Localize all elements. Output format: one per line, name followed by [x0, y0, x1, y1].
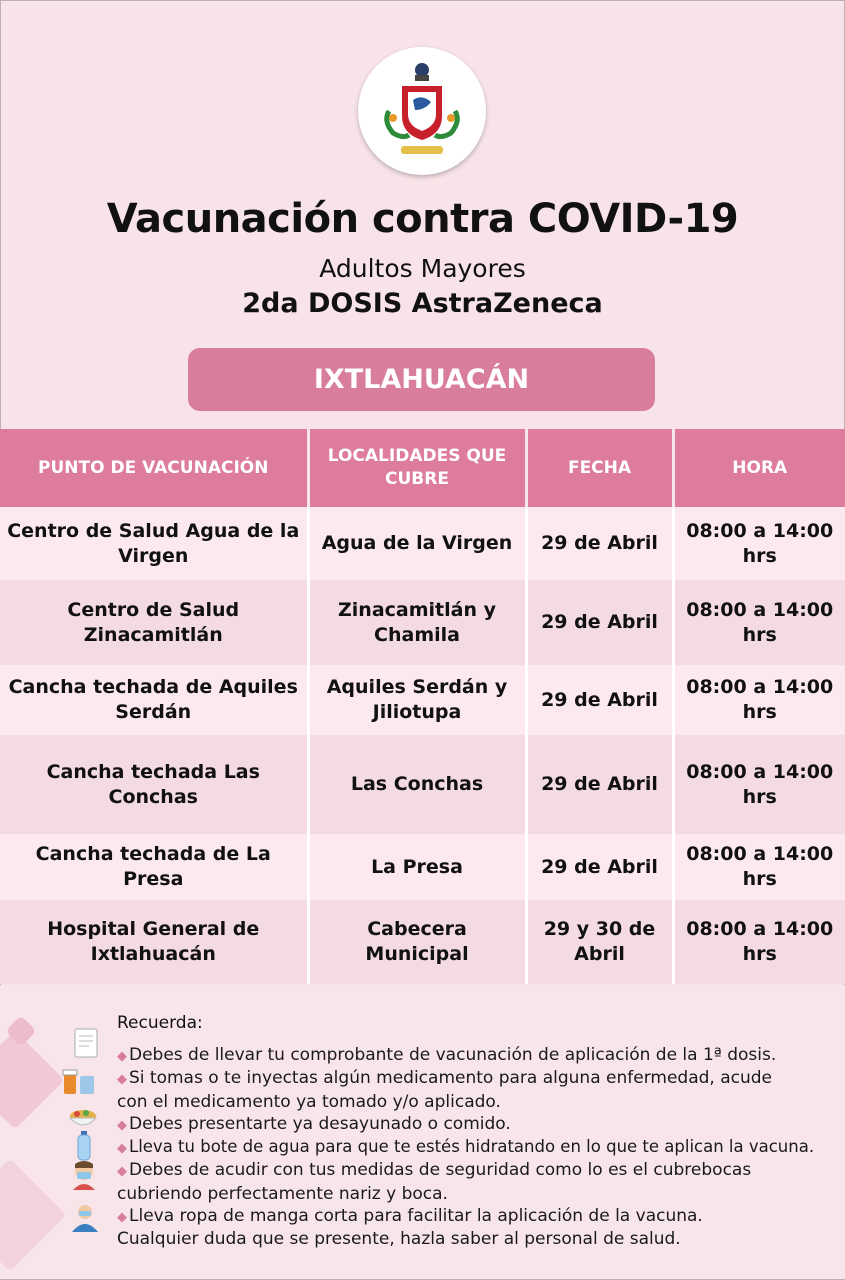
reminder-item: ◆ Debes presentarte ya desayunado o comido. — [117, 1114, 511, 1134]
cell-punto: Cancha techada Las Conchas — [0, 735, 308, 834]
cell-localidades: Zinacamitlán y Chamila — [308, 580, 526, 665]
header-punto: PUNTO DE VACUNACIÓN — [0, 429, 308, 507]
table-row — [0, 834, 845, 900]
table-row — [0, 665, 845, 735]
table-row — [0, 507, 845, 580]
diamond-bullet-icon: ◆ — [117, 1118, 127, 1133]
cell-hora: 08:00 a 14:00 hrs — [673, 900, 845, 984]
cell-fecha: 29 de Abril — [526, 735, 673, 834]
diamond-bullet-icon: ◆ — [117, 1072, 127, 1087]
cell-hora: 08:00 a 14:00 hrs — [673, 665, 845, 735]
cell-localidades: Cabecera Municipal — [308, 900, 526, 984]
header-fecha: FECHA — [526, 429, 673, 507]
diamond-bullet-icon: ◆ — [117, 1049, 127, 1064]
table-row — [0, 735, 845, 834]
short-sleeve-person-icon — [70, 1204, 100, 1236]
cell-hora: 08:00 a 14:00 hrs — [673, 834, 845, 900]
cell-localidades: Aquiles Serdán y Jiliotupa — [308, 665, 526, 735]
cell-punto: Centro de Salud Agua de la Virgen — [0, 507, 308, 580]
table-header-row — [0, 429, 845, 507]
cell-punto: Cancha techada de La Presa — [0, 834, 308, 900]
face-mask-person-icon — [70, 1160, 98, 1194]
cell-fecha: 29 y 30 de Abril — [526, 900, 673, 984]
header-hora: HORA — [673, 429, 845, 507]
coat-of-arms-logo — [358, 47, 486, 175]
cell-punto: Centro de Salud Zinacamitlán — [0, 580, 308, 665]
diamond-bullet-icon: ◆ — [117, 1164, 127, 1179]
pill-bottle-icon — [62, 1068, 96, 1100]
reminder-item: ◆ Lleva ropa de manga corta para facilitar la aplicación de la vacuna. — [117, 1206, 703, 1226]
dose-heading: 2da DOSIS AstraZeneca — [242, 288, 603, 319]
cell-punto: Hospital General de Ixtlahuacán — [0, 900, 308, 984]
document-icon — [74, 1028, 98, 1062]
decorative-diamond — [0, 1031, 64, 1130]
cell-fecha: 29 de Abril — [526, 580, 673, 665]
cell-hora: 08:00 a 14:00 hrs — [673, 735, 845, 834]
vaccination-schedule-table — [0, 429, 845, 984]
cell-localidades: Las Conchas — [308, 735, 526, 834]
table-row — [0, 580, 845, 665]
decorative-diamond — [0, 1158, 67, 1271]
cell-fecha: 29 de Abril — [526, 665, 673, 735]
reminder-item: ◆ Lleva tu bote de agua para que te estés hidratando en lo que te aplican la vacuna. — [117, 1137, 815, 1156]
diamond-bullet-icon: ◆ — [117, 1210, 127, 1225]
reminder-item: ◆ Si tomas o te inyectas algún medicamento para alguna enfermedad, acude con el medicamento ya tomado y/o aplicado. — [117, 1068, 773, 1112]
header-localidades: LOCALIDADES QUE CUBRE — [308, 429, 526, 507]
reminder-item: ◆ Debes de llevar tu comprobante de vacunación de aplicación de la 1ª dosis. — [117, 1045, 777, 1065]
reminder-item: ◆ Debes de acudir con tus medidas de seguridad como lo es el cubrebocas cubriendo perfectamente nariz y boca. — [117, 1160, 752, 1204]
page-title: Vacunación contra COVID-19 — [106, 196, 739, 242]
cell-fecha: 29 de Abril — [526, 507, 673, 580]
cell-hora: 08:00 a 14:00 hrs — [673, 507, 845, 580]
cell-punto: Cancha techada de Aquiles Serdán — [0, 665, 308, 735]
reminder-title: Recuerda: — [117, 1013, 203, 1033]
table-row — [0, 900, 845, 984]
page-subtitle: Adultos Mayores — [319, 254, 526, 283]
cell-localidades: Agua de la Virgen — [308, 507, 526, 580]
cell-hora: 08:00 a 14:00 hrs — [673, 580, 845, 665]
reminder-closing: Cualquier duda que se presente, hazla saber al personal de salud. — [117, 1229, 681, 1249]
cell-fecha: 29 de Abril — [526, 834, 673, 900]
cell-localidades: La Presa — [308, 834, 526, 900]
municipality-banner: IXTLAHUACÁN — [188, 348, 655, 411]
diamond-bullet-icon: ◆ — [117, 1141, 127, 1156]
